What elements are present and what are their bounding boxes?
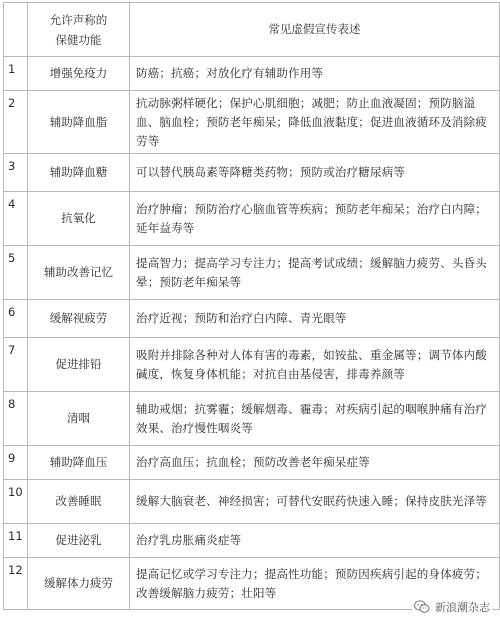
row-description: 治疗肿瘤；预防治疗心脑血管等疾病；预防老年痴呆；治疗白内障；延年益寿等: [130, 192, 500, 246]
header-description: 常见虚假宣传表述: [130, 3, 500, 57]
row-number: 4: [4, 192, 28, 246]
table-row: [4, 338, 500, 392]
row-claim: 辅助降血压: [28, 446, 130, 480]
row-description: 治疗近视；预防和治疗白内障、青光眼等: [130, 300, 500, 338]
wechat-icon: [414, 600, 430, 614]
row-description: 提高记忆或学习专注力；提高性功能；预防因疾病引起的身体疲劳；改善缓解脑力疲劳；壮阳等: [130, 558, 500, 610]
row-description: 治疗高血压；抗血栓；预防改善老年痴呆症等: [130, 446, 500, 480]
row-claim: 清咽: [28, 392, 130, 446]
row-description: 提高智力；提高学习专注力；提高考试成绩；缓解脑力疲劳、头昏头晕；预防老年痴呆等: [130, 246, 500, 300]
row-number: 9: [4, 446, 28, 480]
false-claims-table: [3, 2, 500, 610]
row-claim: 辅助降血脂: [28, 91, 130, 154]
row-description: 吸附并排除各种对人体有害的毒素，如铵盐、重金属等；调节体内酸碱度，恢复身体机能；对抗自由基侵害，排毒养颜等: [130, 338, 500, 392]
row-number: 6: [4, 300, 28, 338]
row-number: 12: [4, 558, 28, 610]
row-description: 治疗乳房胀痛炎症等: [130, 524, 500, 558]
row-description: 缓解大脑衰老、神经损害；可替代安眠药快速入睡；保持皮肤光泽等: [130, 480, 500, 524]
row-claim: 改善睡眠: [28, 480, 130, 524]
header-claim: 允许声称的 保健功能: [28, 3, 130, 57]
row-claim: 增强免疫力: [28, 57, 130, 91]
row-description: 抗动脉粥样硬化；保护心肌细胞；减肥；防止血液凝固；预防脑溢血、脑血栓；预防老年痴呆；降低血液黏度；促进血液循环及消除疲劳等: [130, 91, 500, 154]
row-number: 1: [4, 57, 28, 91]
table-row: [4, 300, 500, 338]
table-row: [4, 91, 500, 154]
row-claim: 辅助降血糖: [28, 154, 130, 192]
row-description: 防癌；抗癌；对放化疗有辅助作用等: [130, 57, 500, 91]
row-number: 8: [4, 392, 28, 446]
row-claim: 辅助改善记忆: [28, 246, 130, 300]
row-description: 辅助戒烟；抗雾霾；缓解烟毒、霾毒；对疾病引起的咽喉肿痛有治疗效果、治疗慢性咽炎等: [130, 392, 500, 446]
row-number: 7: [4, 338, 28, 392]
row-number: 11: [4, 524, 28, 558]
table-row: [4, 392, 500, 446]
row-claim: 缓解体力疲劳: [28, 558, 130, 610]
row-number: 5: [4, 246, 28, 300]
table-row: [4, 154, 500, 192]
row-claim: 缓解视疲劳: [28, 300, 130, 338]
table-row: [4, 192, 500, 246]
row-number: 3: [4, 154, 28, 192]
watermark-text: 新浪潮杂志: [435, 601, 490, 614]
table-row: [4, 446, 500, 480]
row-number: 2: [4, 91, 28, 154]
table-row: [4, 480, 500, 524]
row-number: 10: [4, 480, 28, 524]
header-number: [4, 3, 28, 57]
row-claim: 促进排铅: [28, 338, 130, 392]
watermark: [412, 598, 492, 616]
table-row: [4, 246, 500, 300]
table-row: [4, 524, 500, 558]
row-claim: 抗氧化: [28, 192, 130, 246]
row-description: 可以替代胰岛素等降糖类药物；预防或治疗糖尿病等: [130, 154, 500, 192]
row-claim: 促进泌乳: [28, 524, 130, 558]
table-header-row: [4, 3, 500, 57]
table-row: [4, 57, 500, 91]
